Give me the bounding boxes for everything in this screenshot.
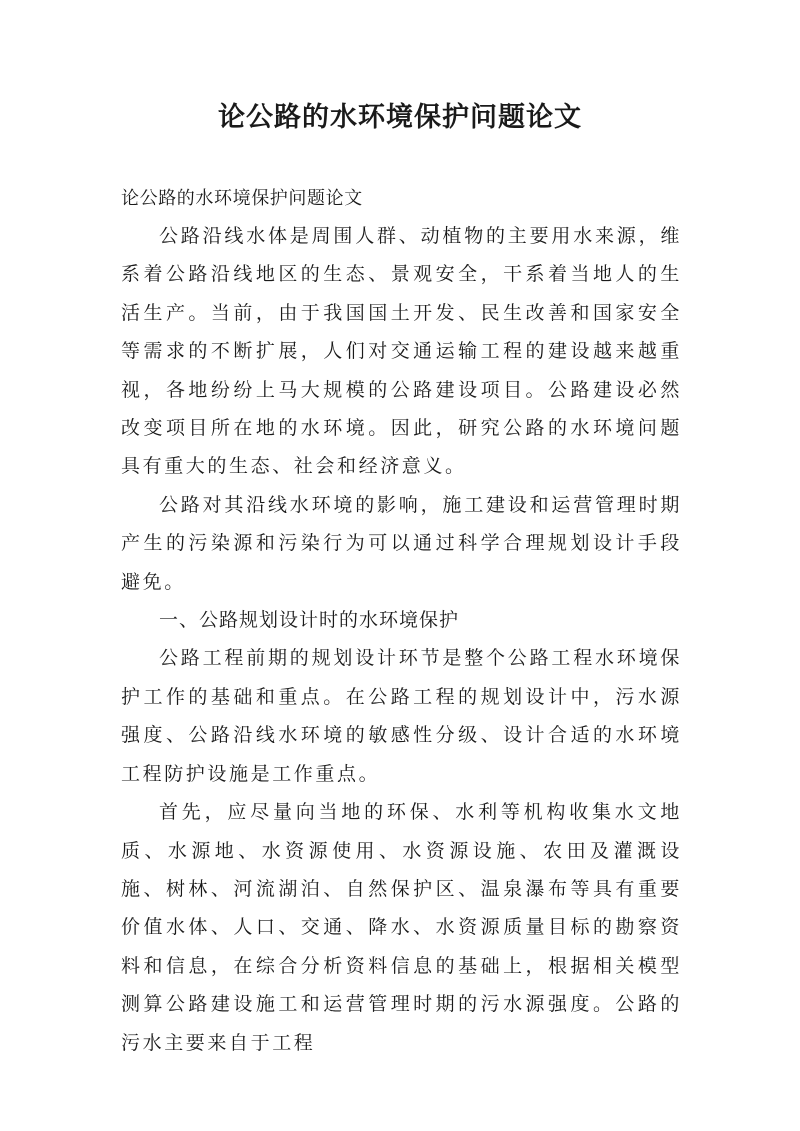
document-body xyxy=(121,181,682,1062)
document-subtitle: 论公路的水环境保护问题论文 xyxy=(121,188,363,209)
section-heading: 一、公路规划设计时的水环境保护 xyxy=(159,609,460,632)
body-paragraph: 公路工程前期的规划设计环节是整个公路工程水环境保护工作的基础和重点。在公路工程的规划设计中，污水源强度、公路沿线水环境的敏感性分级、设计合适的水环境工程防护设施是工作重点。 xyxy=(121,647,682,785)
body-paragraph: 公路对其沿线水环境的影响，施工建设和运营管理时期产生的污染源和污染行为可以通过科学合理规划设计手段避免。 xyxy=(121,493,682,593)
body-paragraph: 公路沿线水体是周围人群、动植物的主要用水来源，维系着公路沿线地区的生态、景观安全，干系着当地人的生活生产。当前，由于我国国土开发、民生改善和国家安全等需求的不断扩展，人们对交通运输工程的建设越来越重视，各地纷纷上马大规模的公路建设项目。公路建设必然改变项目所在地的水环境。因此，研究公路的水环境问题具有重大的生态、社会和经济意义。 xyxy=(121,225,682,478)
body-paragraph: 首先，应尽量向当地的环保、水利等机构收集水文地质、水源地、水资源使用、水资源设施、农田及灌溉设施、树林、河流湖泊、自然保护区、温泉瀑布等具有重要价值水体、人口、交通、降水、水资源质量目标的勘察资料和信息，在综合分析资料信息的基础上，根据相关模型测算公路建设施工和运营管理时期的污水源强度。公路的污水主要来自于工程 xyxy=(121,801,682,1054)
document-title: 论公路的水环境保护问题论文 xyxy=(218,102,582,133)
